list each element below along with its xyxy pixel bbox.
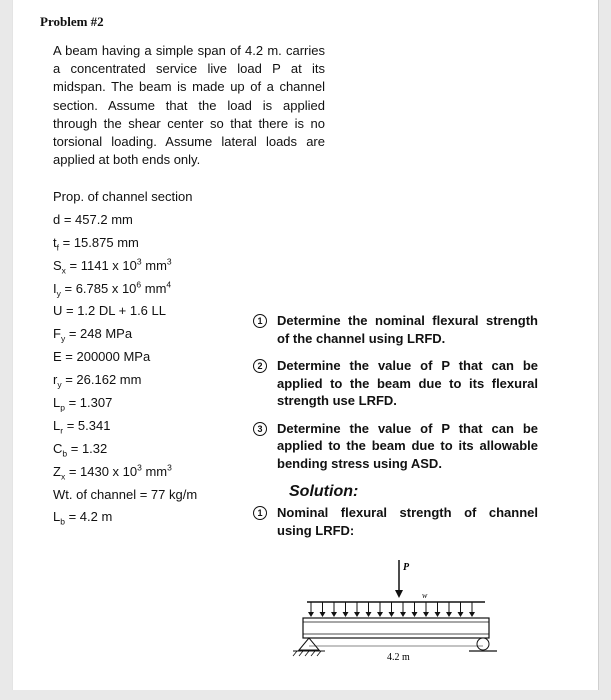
property-row: $r_y = 26.162$ mm bbox=[53, 372, 142, 390]
task-number: 3 bbox=[253, 422, 267, 436]
task-number: 2 bbox=[253, 359, 267, 373]
pin-support bbox=[293, 638, 325, 656]
property-row: d = 457.2 mm bbox=[53, 211, 133, 227]
udl-arrowhead bbox=[354, 612, 360, 617]
udl-arrowhead bbox=[446, 612, 452, 617]
property-row: $t_f = 15.875$ mm bbox=[53, 234, 139, 253]
udl-arrowhead bbox=[343, 612, 349, 617]
udl-arrowhead bbox=[469, 612, 475, 617]
solution-item bbox=[253, 504, 538, 549]
property-row: $C_b = 1.32$ bbox=[53, 440, 108, 459]
problem-heading: Problem #2 bbox=[40, 14, 104, 29]
solution-text: Nominal flexural strength of channel using LRFD: bbox=[277, 505, 538, 538]
task-item bbox=[253, 357, 538, 410]
property-row: $Z_x = 1430$ x $10^3$ $mm^3$ bbox=[53, 462, 172, 482]
property-row: $L_b = 4.2$ m bbox=[53, 509, 113, 528]
udl-arrowhead bbox=[377, 612, 383, 617]
property-row: $L_p = 1.307$ bbox=[53, 395, 113, 413]
property-row: E = 200000 MPa bbox=[53, 349, 151, 365]
udl-arrowhead bbox=[435, 612, 441, 617]
property-row: Wt. of channel = 77 kg/m bbox=[53, 486, 198, 502]
solution-number: 1 bbox=[253, 506, 267, 520]
solution-heading: Solution: bbox=[289, 483, 359, 500]
udl-arrowhead bbox=[366, 612, 372, 617]
task-text: Determine the nominal flexural strength of the channel using LRFD. bbox=[277, 313, 538, 346]
load-label-p: P bbox=[403, 562, 410, 573]
property-row: U = 1.2 DL + 1.6 LL bbox=[53, 303, 166, 319]
udl-arrowhead bbox=[308, 612, 314, 617]
udl-arrowhead bbox=[389, 612, 395, 617]
property-row: $F_y = 248$ MPa bbox=[53, 326, 133, 344]
task-text: Determine the value of P that can be applied to the beam due to its flexural strength use LRFD. bbox=[277, 358, 538, 408]
property-row: $S_x = 1141$ x $10^3$ $mm^3$ bbox=[53, 256, 172, 276]
task-text: Determine the value of P that can be applied to the beam due to its allowable bending stress using ASD. bbox=[277, 420, 538, 471]
property-row: $L_r = 5.341$ bbox=[53, 417, 111, 436]
task-list bbox=[253, 312, 538, 482]
udl-arrowhead bbox=[423, 612, 429, 617]
task-item bbox=[253, 420, 538, 473]
udl-arrowhead bbox=[458, 612, 464, 617]
properties-title: Prop. of channel section bbox=[53, 189, 193, 204]
distributed-load-arrows bbox=[308, 602, 475, 617]
udl-arrowhead bbox=[400, 612, 406, 617]
distributed-load-label: w bbox=[422, 591, 428, 600]
span-label: 4.2 m bbox=[387, 652, 410, 663]
document-page bbox=[12, 0, 599, 690]
task-item bbox=[253, 312, 538, 347]
udl-arrowhead bbox=[331, 612, 337, 617]
property-row: $I_y = 6.785$ x $10^6$ $mm^4$ bbox=[53, 279, 172, 299]
problem-statement: A beam having a simple span of 4.2 m. carries a concentrated service live load P at its midspan. The beam is made up of a channel section. Assume that the load is applied through the shear center so that there is no torsional loading. Assume lateral loads are applied at both ends only. bbox=[53, 43, 325, 168]
udl-arrowhead bbox=[412, 612, 418, 617]
task-number: 1 bbox=[253, 314, 267, 328]
beam bbox=[303, 618, 489, 638]
point-load-arrowhead bbox=[395, 590, 403, 598]
udl-arrowhead bbox=[320, 612, 326, 617]
solution-step bbox=[253, 504, 538, 539]
beam-diagram bbox=[289, 558, 499, 668]
roller-support bbox=[469, 638, 497, 651]
